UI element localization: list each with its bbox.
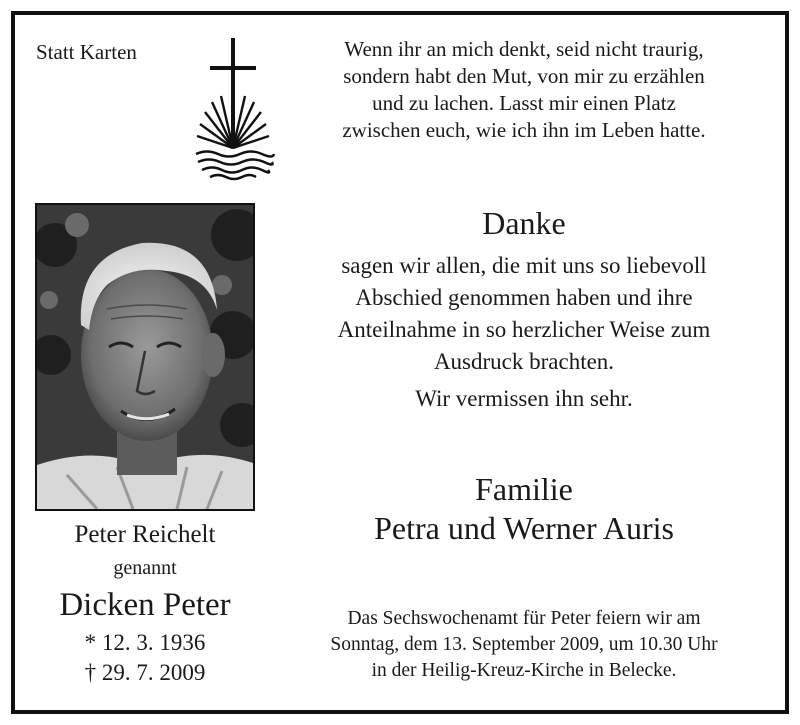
thanks-line: Ausdruck brachten. (433, 349, 615, 374)
service-line: Das Sechswochenamt für Peter feiern wir am (347, 608, 701, 629)
poem-line: Wenn ihr an mich denkt, seid nicht traurig, (344, 37, 704, 61)
portrait-photo (35, 203, 255, 511)
statt-karten-label: Statt Karten (36, 40, 137, 64)
death-date: † 29. 7. 2009 (84, 660, 206, 685)
service-line: in der Heilig-Kreuz-Kirche in Belecke. (371, 660, 677, 681)
poem-line: und zu lachen. Lasst mir einen Platz (372, 91, 676, 115)
family-line: Petra und Werner Auris (374, 510, 674, 546)
miss-line: Wir vermissen ihn sehr. (415, 386, 633, 411)
deceased-nickname: Dicken Peter (59, 587, 231, 623)
thanks-title: Danke (482, 205, 566, 241)
poem (286, 36, 762, 144)
thanks-line: Anteilnahme in so herzlicher Weise zum (337, 317, 711, 342)
service-line: Sonntag, dem 13. September 2009, um 10.30 Uhr (330, 634, 718, 655)
family-line: Familie (475, 471, 573, 507)
called-label: genannt (113, 557, 177, 579)
family-signature (286, 470, 762, 548)
thanks-line: sagen wir allen, die mit uns so liebevoll (341, 253, 707, 278)
birth-date: * 12. 3. 1936 (84, 630, 206, 655)
poem-line: sondern habt den Mut, von mir zu erzählen (343, 64, 705, 88)
memorial-service-info (278, 606, 770, 684)
deceased-name: Peter Reichelt (74, 521, 216, 548)
thanks-line: Abschied genommen haben und ihre (355, 285, 693, 310)
life-dates (35, 628, 255, 688)
cross-with-rising-sun-and-water-icon (190, 36, 276, 182)
poem-line: zwischen euch, wie ich ihn im Leben hatte. (342, 118, 706, 142)
thanks-text (286, 250, 762, 378)
